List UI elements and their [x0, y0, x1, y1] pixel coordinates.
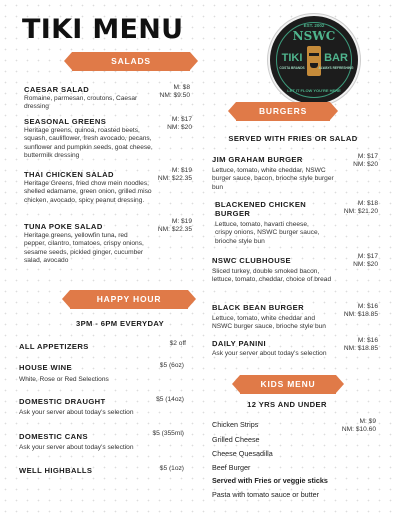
item-desc: Lettuce, tomato, havarti cheese, crispy onions, NSWC burger sauce, brioche style bun [215, 221, 320, 245]
item-desc: Heritage greens, quinoa, roasted beets, squash, cauliflower, fresh avocado, pecans, sunflower and pumpkin seeds, goat cheese, buttermilk dressing [24, 127, 153, 159]
item-desc: Lettuce, tomato, white cheddar and NSWC burger sauce, brioche style bun [212, 315, 326, 331]
kids-price [330, 418, 376, 435]
price-nonmember: NM: $20 [353, 161, 378, 169]
item-desc: Ask your server about today's selection [19, 444, 134, 451]
item-name: TUNA POKE SALAD [24, 222, 103, 231]
burgers-subtitle: SERVED WITH FRIES OR SALAD [228, 134, 358, 143]
happy-hour-time: 3PM - 6PM EVERYDAY [75, 319, 165, 328]
item-desc: Lettuce, tomato, white cheddar, NSWC burger sauce, bacon, brioche style burger bun [212, 167, 334, 191]
salads-banner: SALADS [72, 52, 190, 71]
price-nonmember: NM: $22.35 [157, 175, 192, 183]
price-member: M: $18 [357, 200, 378, 207]
price-member: M: $19 [171, 167, 192, 174]
happy-price-domestic-draught: $5 (14oz) [156, 396, 184, 403]
item-name: HOUSE WINE [19, 363, 72, 372]
price-nonmember: NM: $20 [167, 124, 192, 132]
price-nonmember: NM: $21.20 [343, 208, 378, 216]
happy-item-house-wine [19, 363, 149, 384]
price-member: M: $16 [357, 303, 378, 310]
price-nonmember: NM: $9.50 [159, 92, 190, 100]
item-desc: Heritage greens, yellowfin tuna, red pepper, cilantro, tomatoes, crispy onions, sesame seeds, pickled ginger, cucumber salad, avocado [24, 232, 144, 264]
salad-item-seasonal-greens [24, 117, 158, 160]
page-title: TIKI MENU [22, 14, 184, 45]
price-member: M: $17 [357, 253, 378, 260]
logo-brand: NSWC [292, 29, 336, 43]
tiki-bar-logo [268, 14, 360, 106]
item-name: NSWC CLUBHOUSE [212, 256, 292, 265]
happy-item-domestic-cans [19, 432, 135, 452]
logo-bar: BAR [324, 52, 348, 64]
salad-item-thai-chicken [24, 170, 152, 205]
burger-price-nswc-clubhouse [338, 253, 378, 270]
kids-item-chicken-strips: Chicken Strips [212, 420, 259, 429]
kids-subtitle: 12 YRS AND UNDER [247, 400, 327, 409]
burger-price-black-bean [334, 303, 378, 320]
burger-item-jim-graham [212, 155, 342, 192]
item-name: BLACK BEAN BURGER [212, 303, 305, 312]
happy-price-domestic-cans: $5 (355ml) [152, 430, 184, 437]
logo-small-right: ALWAYS REFRESHING [318, 66, 354, 70]
happy-price-house-wine: $5 (6oz) [159, 362, 184, 369]
price-nonmember: NM: $18.85 [343, 311, 378, 319]
kids-item-beef-burger: Beef Burger [212, 463, 251, 472]
item-desc: Sliced turkey, double smoked bacon, lettuce, tomato, cheddar, choice of bread [212, 268, 332, 284]
item-name: DOMESTIC DRAUGHT [19, 397, 106, 406]
salad-price-thai-chicken [148, 167, 192, 184]
price-member: M: $17 [171, 116, 192, 123]
burger-item-blackened-chicken [215, 200, 327, 246]
logo-tagline: LET IT FLOW YOU'RE HERE [287, 88, 341, 93]
item-desc: Ask your server about today's selection [212, 350, 327, 357]
item-desc: Romaine, parmesan, croutons, Caesar dressing [24, 95, 138, 111]
logo-est: EST. 2002 [303, 23, 325, 28]
price-member: M: $16 [357, 337, 378, 344]
item-name: CAESAR SALAD [24, 85, 90, 94]
price-member: M: $19 [171, 218, 192, 225]
salad-item-caesar [24, 85, 142, 112]
item-desc: Ask your server about today's selection [19, 409, 134, 416]
burger-item-daily-panini [212, 339, 330, 358]
item-name: SEASONAL GREENS [24, 117, 107, 126]
price-member: M: $9 [359, 418, 376, 425]
kids-item-cheese-quesadilla: Cheese Quesadilla [212, 449, 273, 458]
burger-item-black-bean [212, 303, 336, 332]
kids-menu-banner: KIDS MENU [240, 375, 336, 394]
price-member: M: $17 [357, 153, 378, 160]
item-name: DAILY PANINI [212, 339, 267, 348]
happy-price-appetizers: $2 off [169, 340, 186, 347]
burger-price-jim-graham [340, 153, 378, 170]
logo-small-left: COSTA BRANDS [279, 66, 305, 70]
happy-item-well-highballs [19, 466, 139, 475]
salad-item-tuna-poke [24, 222, 150, 265]
price-nonmember: NM: $18.85 [343, 345, 378, 353]
burger-item-nswc-clubhouse [212, 256, 332, 285]
kids-note-pasta: Pasta with tomato sauce or butter [212, 490, 320, 499]
price-nonmember: NM: $20 [353, 261, 378, 269]
logo-tiki: TIKI [281, 52, 303, 64]
burger-price-blackened-chicken [330, 200, 378, 217]
burger-price-daily-panini [334, 337, 378, 354]
kids-item-grilled-cheese: Grilled Cheese [212, 435, 260, 444]
item-name: THAI CHICKEN SALAD [24, 170, 114, 179]
item-name: JIM GRAHAM BURGER [212, 155, 303, 164]
happy-hour-banner: HAPPY HOUR [70, 290, 188, 309]
item-name: BLACKENED CHICKEN BURGER [215, 200, 307, 218]
burgers-banner: BURGERS [236, 102, 330, 121]
item-desc: Heritage Greens, fried chow mein noodles, shelled edamame, green onion, grilled miso chicken, avocado, spicy peanut dressing. [24, 180, 152, 204]
item-desc: White, Rose or Red Selections [19, 376, 109, 383]
happy-item-domestic-draught [19, 397, 135, 417]
price-nonmember: NM: $22.35 [157, 226, 192, 234]
salad-price-seasonal-greens [150, 116, 192, 133]
happy-price-well-highballs: $5 (1oz) [159, 465, 184, 472]
price-member: M: $8 [173, 84, 190, 91]
item-name: DOMESTIC CANS [19, 432, 88, 441]
salad-price-caesar [148, 84, 190, 101]
happy-item-appetizers [19, 342, 149, 351]
tiki-totem-icon [307, 46, 321, 76]
salad-price-tuna-poke [148, 218, 192, 235]
item-name: WELL HIGHBALLS [19, 466, 93, 475]
item-name: ALL APPETIZERS [19, 342, 89, 351]
price-nonmember: NM: $10.60 [341, 426, 376, 434]
kids-note-sides: Served with Fries or veggie sticks [212, 476, 328, 485]
